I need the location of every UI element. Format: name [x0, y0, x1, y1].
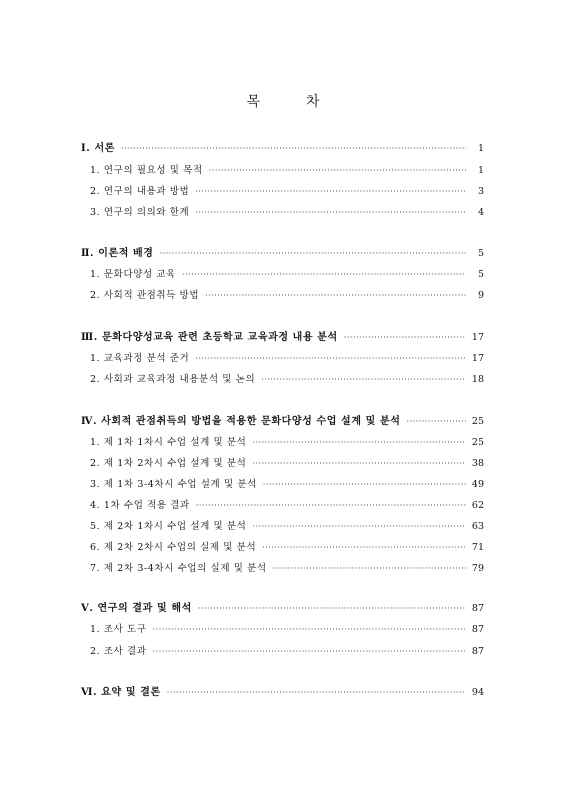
dot-leader	[153, 644, 466, 660]
toc-item[interactable]	[81, 456, 484, 472]
title-char-left: 목	[246, 94, 260, 110]
dot-leader	[263, 477, 466, 493]
dot-leader	[195, 184, 466, 200]
toc-item[interactable]	[81, 622, 484, 638]
dot-leader	[198, 601, 466, 617]
toc-item[interactable]	[81, 205, 484, 221]
page-number: 4	[477, 207, 484, 218]
page-number: 18	[471, 374, 484, 385]
toc-chapter[interactable]	[81, 141, 484, 157]
page-number: 87	[471, 624, 484, 635]
toc-item[interactable]	[81, 351, 484, 367]
page-number: 5	[477, 248, 484, 259]
item-label: 2. 사회적 관점취득 방법	[90, 290, 200, 301]
chapter-label: Ⅳ. 사회적 관점취득의 방법을 적용한 문화다양성 수업 설계 및 분석	[81, 416, 401, 427]
item-label: 1. 문화다양성 교육	[90, 269, 176, 280]
toc-chapter[interactable]	[81, 246, 484, 262]
toc-item[interactable]	[81, 498, 484, 514]
item-label: 3. 연구의 의의와 한계	[90, 207, 190, 218]
item-label: 2. 조사 결과	[90, 646, 147, 657]
chapter-label: Ⅱ. 이론적 배경	[81, 248, 154, 259]
toc-chapter[interactable]	[81, 330, 484, 346]
toc-item[interactable]	[81, 288, 484, 304]
page-number: 79	[471, 563, 484, 574]
item-label: 7. 제 2차 3-4차시 수업의 실제 및 분석	[90, 563, 267, 574]
item-label: 2. 사회과 교육과정 내용분석 및 논의	[90, 374, 256, 385]
toc-item[interactable]	[81, 540, 484, 556]
page-number: 49	[471, 479, 484, 490]
item-label: 3. 제 1차 3-4차시 수업 설계 및 분석	[90, 479, 257, 490]
dot-leader	[273, 561, 466, 577]
page-number: 25	[471, 437, 484, 448]
dot-leader	[121, 141, 466, 157]
page-number: 1	[477, 143, 484, 154]
title-char-right: 차	[306, 94, 320, 110]
dot-leader	[195, 205, 466, 221]
item-label: 2. 연구의 내용과 방법	[90, 186, 190, 197]
toc-item[interactable]	[81, 644, 484, 660]
page-number: 94	[471, 687, 484, 698]
dot-leader	[167, 685, 466, 701]
toc-chapter[interactable]	[81, 414, 484, 430]
chapter-label: Ⅴ. 연구의 결과 및 해석	[81, 603, 192, 614]
dot-leader	[261, 372, 466, 388]
dot-leader	[209, 163, 466, 179]
dot-leader	[153, 622, 466, 638]
page-number: 1	[477, 165, 484, 176]
page-title	[0, 91, 566, 111]
item-label: 1. 제 1차 1차시 수업 설계 및 분석	[90, 437, 247, 448]
page-number: 87	[471, 646, 484, 657]
item-label: 4. 1차 수업 적용 결과	[90, 500, 190, 511]
toc-item[interactable]	[81, 372, 484, 388]
dot-leader	[252, 456, 465, 472]
item-label: 2. 제 1차 2차시 수업 설계 및 분석	[90, 458, 247, 469]
dot-leader	[182, 267, 466, 283]
toc-item[interactable]	[81, 163, 484, 179]
item-label: 1. 조사 도구	[90, 624, 147, 635]
dot-leader	[262, 540, 466, 556]
dot-leader	[344, 330, 466, 346]
page-number: 87	[471, 603, 484, 614]
toc-item[interactable]	[81, 184, 484, 200]
item-label: 1. 교육과정 분석 준거	[90, 353, 190, 364]
toc-item[interactable]	[81, 561, 484, 577]
page-number: 25	[471, 416, 484, 427]
page-number: 62	[471, 500, 484, 511]
dot-leader	[195, 351, 466, 367]
dot-leader	[252, 519, 465, 535]
dot-leader	[407, 414, 466, 430]
page-number: 17	[471, 332, 484, 343]
page-number: 9	[477, 290, 484, 301]
page-number: 3	[477, 186, 484, 197]
dot-leader	[196, 498, 466, 514]
page-number: 5	[477, 269, 484, 280]
toc-chapter[interactable]	[81, 685, 484, 701]
dot-leader	[205, 288, 466, 304]
toc-item[interactable]	[81, 519, 484, 535]
page-number: 71	[471, 542, 484, 553]
page-number: 63	[471, 521, 484, 532]
toc-item[interactable]	[81, 435, 484, 451]
chapter-label: Ⅵ. 요약 및 결론	[81, 687, 161, 698]
chapter-label: Ⅲ. 문화다양성교육 관련 초등학교 교육과정 내용 분석	[81, 332, 338, 343]
item-label: 6. 제 2차 2차시 수업의 실제 및 분석	[90, 542, 257, 553]
toc-item[interactable]	[81, 477, 484, 493]
chapter-label: Ⅰ. 서론	[81, 143, 115, 154]
page-number: 17	[471, 353, 484, 364]
item-label: 1. 연구의 필요성 및 목적	[90, 165, 203, 176]
toc-item[interactable]	[81, 267, 484, 283]
item-label: 5. 제 2차 1차시 수업 설계 및 분석	[90, 521, 247, 532]
page-number: 38	[471, 458, 484, 469]
dot-leader	[160, 246, 466, 262]
toc-chapter[interactable]	[81, 601, 484, 617]
dot-leader	[252, 435, 465, 451]
